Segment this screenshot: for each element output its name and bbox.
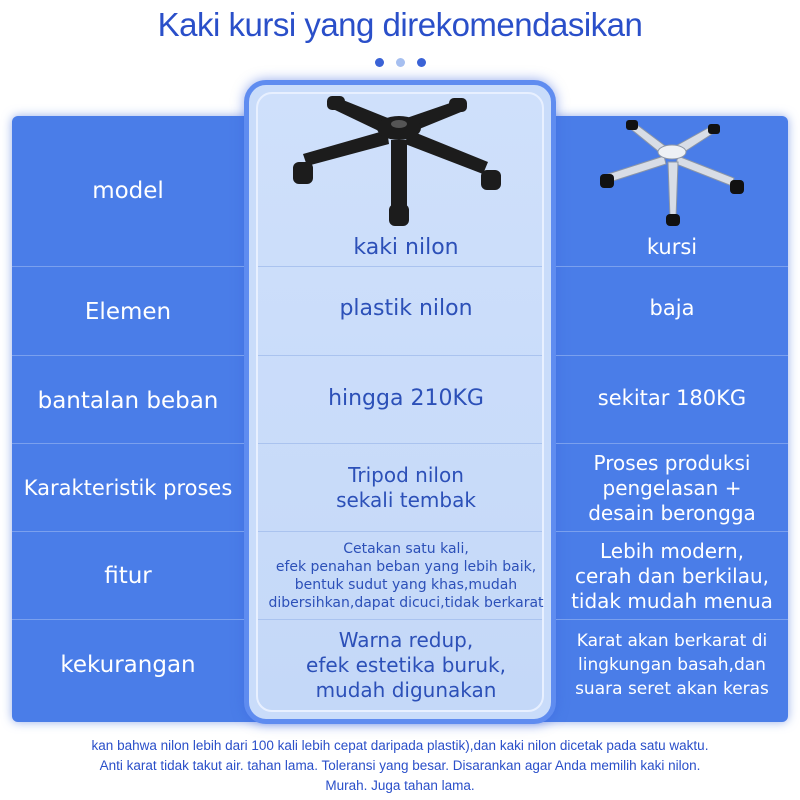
footer-line-3: Murah. Juga tahan lama. [325,778,475,793]
row-label-elemen: Elemen [84,299,172,325]
nylon-elemen: plastik nilon [339,295,473,321]
row-label-drawbacks: kekurangan [60,652,196,678]
column-header-metal: kursi [646,235,698,259]
row-label-load: bantalan beban [37,388,219,414]
dot-1 [375,58,384,67]
footer-line-1: kan bahwa nilon lebih dari 100 kali lebih cepat daripada plastik),dan kaki nilon dicetak pada satu waktu. [91,738,709,753]
metal-base-icon [596,118,748,228]
nylon-features: Cetakan satu kali, efek penahan beban yang lebih baik, bentuk sudut yang khas,mudah dibersihkan,dapat dicuci,tidak berkarat [268,541,544,611]
footer-note [0,736,800,796]
metal-drawbacks: Karat akan berkarat di lingkungan basah,dan suara seret akan keras [575,631,769,699]
metal-elemen: baja [649,296,695,320]
nylon-base-icon [283,92,513,227]
row-label-model: model [92,178,164,204]
nylon-process: Tripod nilon sekali tembak [336,463,476,512]
page-title: Kaki kursi yang direkomendasikan [157,6,643,43]
metal-features: Lebih modern, cerah dan berkilau, tidak mudah menua [571,538,773,613]
column-header-nylon: kaki nilon [353,234,459,260]
nylon-drawbacks: Warna redup, efek estetika buruk, mudah digunakan [306,627,506,702]
dot-3 [417,58,426,67]
metal-process: Proses produksi pengelasan + desain berongga [588,450,756,525]
dot-2 [396,58,405,67]
footer-line-2: Anti karat tidak takut air. tahan lama. Toleransi yang besar. Disarankan agar Anda memilih kaki nilon. [99,758,701,773]
carousel-dots [0,58,800,67]
nylon-load: hingga 210KG [328,385,484,411]
row-label-features: fitur [104,563,152,589]
metal-load: sekitar 180KG [597,386,747,410]
row-label-process: Karakteristik proses [23,476,233,500]
